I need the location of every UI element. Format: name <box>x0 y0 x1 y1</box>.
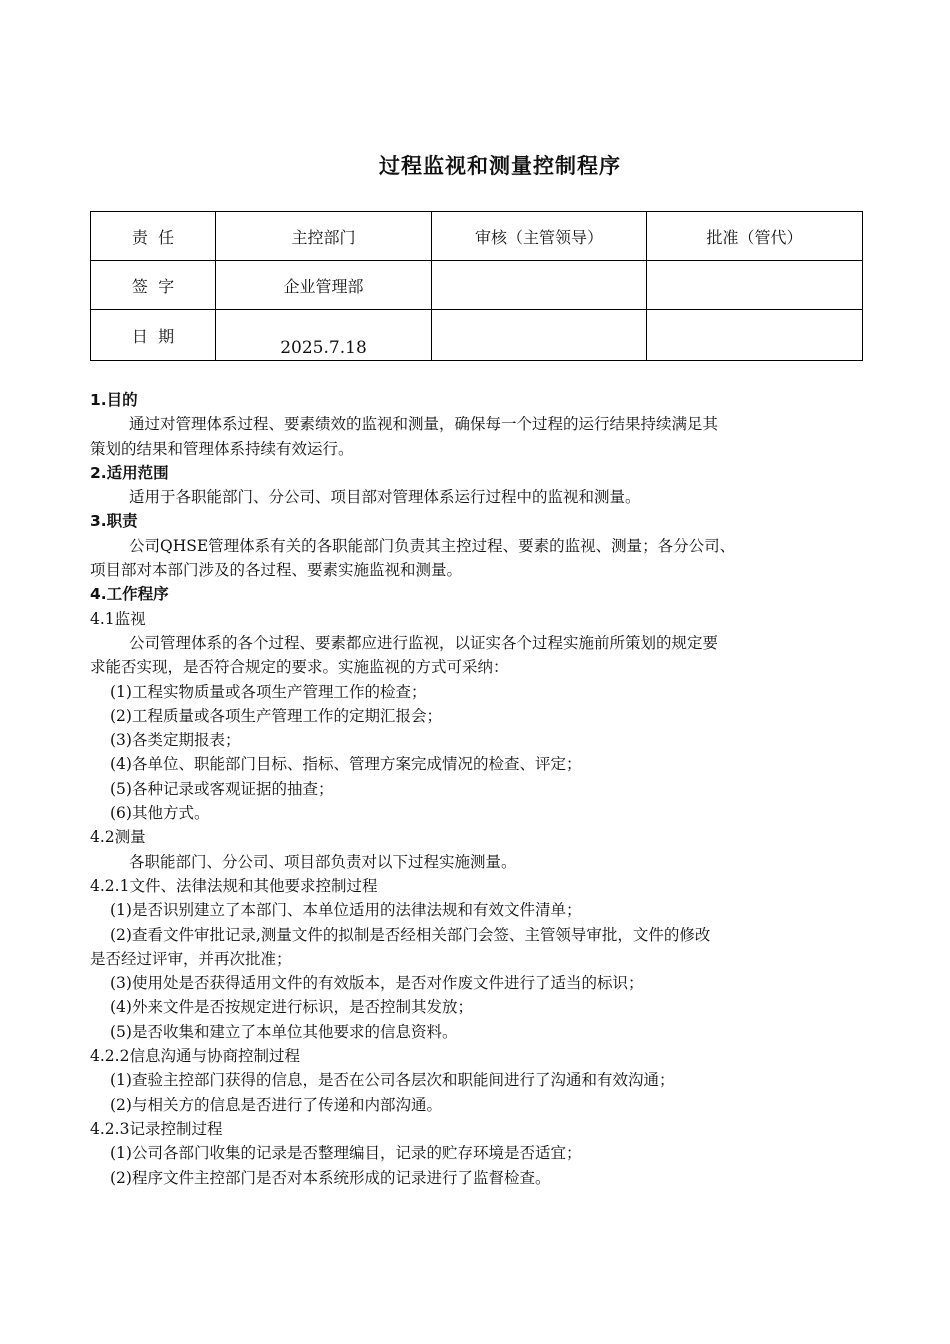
section-heading: 3.职责 <box>90 512 138 531</box>
table-cell: 签 字 <box>91 261 216 310</box>
list-item: (1)工程实物质量或各项生产管理工作的检查； <box>110 682 427 701</box>
table-cell <box>432 261 647 310</box>
list-item: (4)外来文件是否按规定进行标识，是否控制其发放； <box>110 998 473 1017</box>
date-value: 2025.7.18 <box>216 310 432 361</box>
table-cell: 审核（主管领导） <box>432 212 647 261</box>
list-item: (3)各类定期报表； <box>110 731 241 750</box>
list-item: (2)程序文件主控部门是否对本系统形成的记录进行了监督检查。 <box>110 1168 551 1187</box>
subsection-heading: 4.2.3记录控制过程 <box>90 1119 223 1138</box>
document-body <box>90 388 865 1190</box>
paragraph-line: 适用于各职能部门、分公司、项目部对管理体系运行过程中的监视和测量。 <box>129 488 641 507</box>
list-item: (2)与相关方的信息是否进行了传递和内部沟通。 <box>110 1095 442 1114</box>
paragraph-line: 策划的结果和管理体系持续有效运行。 <box>90 439 354 458</box>
section-heading: 2.适用范围 <box>90 463 169 482</box>
paragraph-line: 项目部对本部门涉及的各过程、要素实施监视和测量。 <box>90 561 463 580</box>
table-row <box>91 261 863 310</box>
paragraph-line: 公司QHSE管理体系有关的各职能部门负责其主控过程、要素的监视、测量；各分公司、 <box>129 536 736 555</box>
table-cell: 批准（管代） <box>647 212 863 261</box>
section-heading: 1.目的 <box>90 391 138 409</box>
paragraph-line: 公司管理体系的各个过程、要素都应进行监视，以证实各个过程实施前所策划的规定要 <box>129 633 719 652</box>
section-heading: 4.工作程序 <box>90 585 169 604</box>
list-item: (3)使用处是否获得适用文件的有效版本，是否对作废文件进行了适当的标识； <box>110 974 644 993</box>
list-item: (2)查看文件审批记录,测量文件的拟制是否经相关部门会签、主管领导审批，文件的修改 <box>110 925 711 944</box>
document-title: 过程监视和测量控制程序 <box>379 154 621 178</box>
list-item: (1)查验主控部门获得的信息，是否在公司各层次和职能间进行了沟通和有效沟通； <box>110 1071 675 1090</box>
paragraph-line: 求能否实现，是否符合规定的要求。实施监视的方式可采纳： <box>90 658 509 677</box>
table-cell: 主控部门 <box>216 212 432 261</box>
table-cell <box>432 310 647 361</box>
list-item: (2)工程质量或各项生产管理工作的定期汇报会； <box>110 706 442 725</box>
list-item: (5)各种记录或客观证据的抽查； <box>110 779 334 798</box>
list-item: (4)各单位、职能部门目标、指标、管理方案完成情况的检查、评定； <box>110 755 582 774</box>
list-item: (1)公司各部门收集的记录是否整理编目，记录的贮存环境是否适宜； <box>110 1144 582 1163</box>
table-cell <box>647 261 863 310</box>
table-cell <box>647 310 863 361</box>
table-row <box>91 310 863 361</box>
paragraph-line: 各职能部门、分公司、项目部负责对以下过程实施测量。 <box>129 852 517 871</box>
table-cell: 日 期 <box>91 310 216 361</box>
list-item: (1)是否识别建立了本部门、本单位适用的法律法规和有效文件清单； <box>110 901 582 920</box>
signature-table <box>90 211 863 361</box>
subsection-heading: 4.2.1文件、法律法规和其他要求控制过程 <box>90 876 378 895</box>
list-item: (5)是否收集和建立了本单位其他要求的信息资料。 <box>110 1022 458 1041</box>
subsection-heading: 4.1监视 <box>90 609 146 628</box>
subsection-heading: 4.2测量 <box>90 828 146 847</box>
list-item: (6)其他方式。 <box>110 804 210 823</box>
table-cell: 责 任 <box>91 212 216 261</box>
table-cell: 企业管理部 <box>216 261 432 310</box>
list-item-continuation: 是否经过评审，并再次批准； <box>90 949 292 968</box>
paragraph-line: 通过对管理体系过程、要素绩效的监视和测量，确保每一个过程的运行结果持续满足其 <box>129 415 719 434</box>
table-row <box>91 212 863 261</box>
subsection-heading: 4.2.2信息沟通与协商控制过程 <box>90 1047 300 1066</box>
